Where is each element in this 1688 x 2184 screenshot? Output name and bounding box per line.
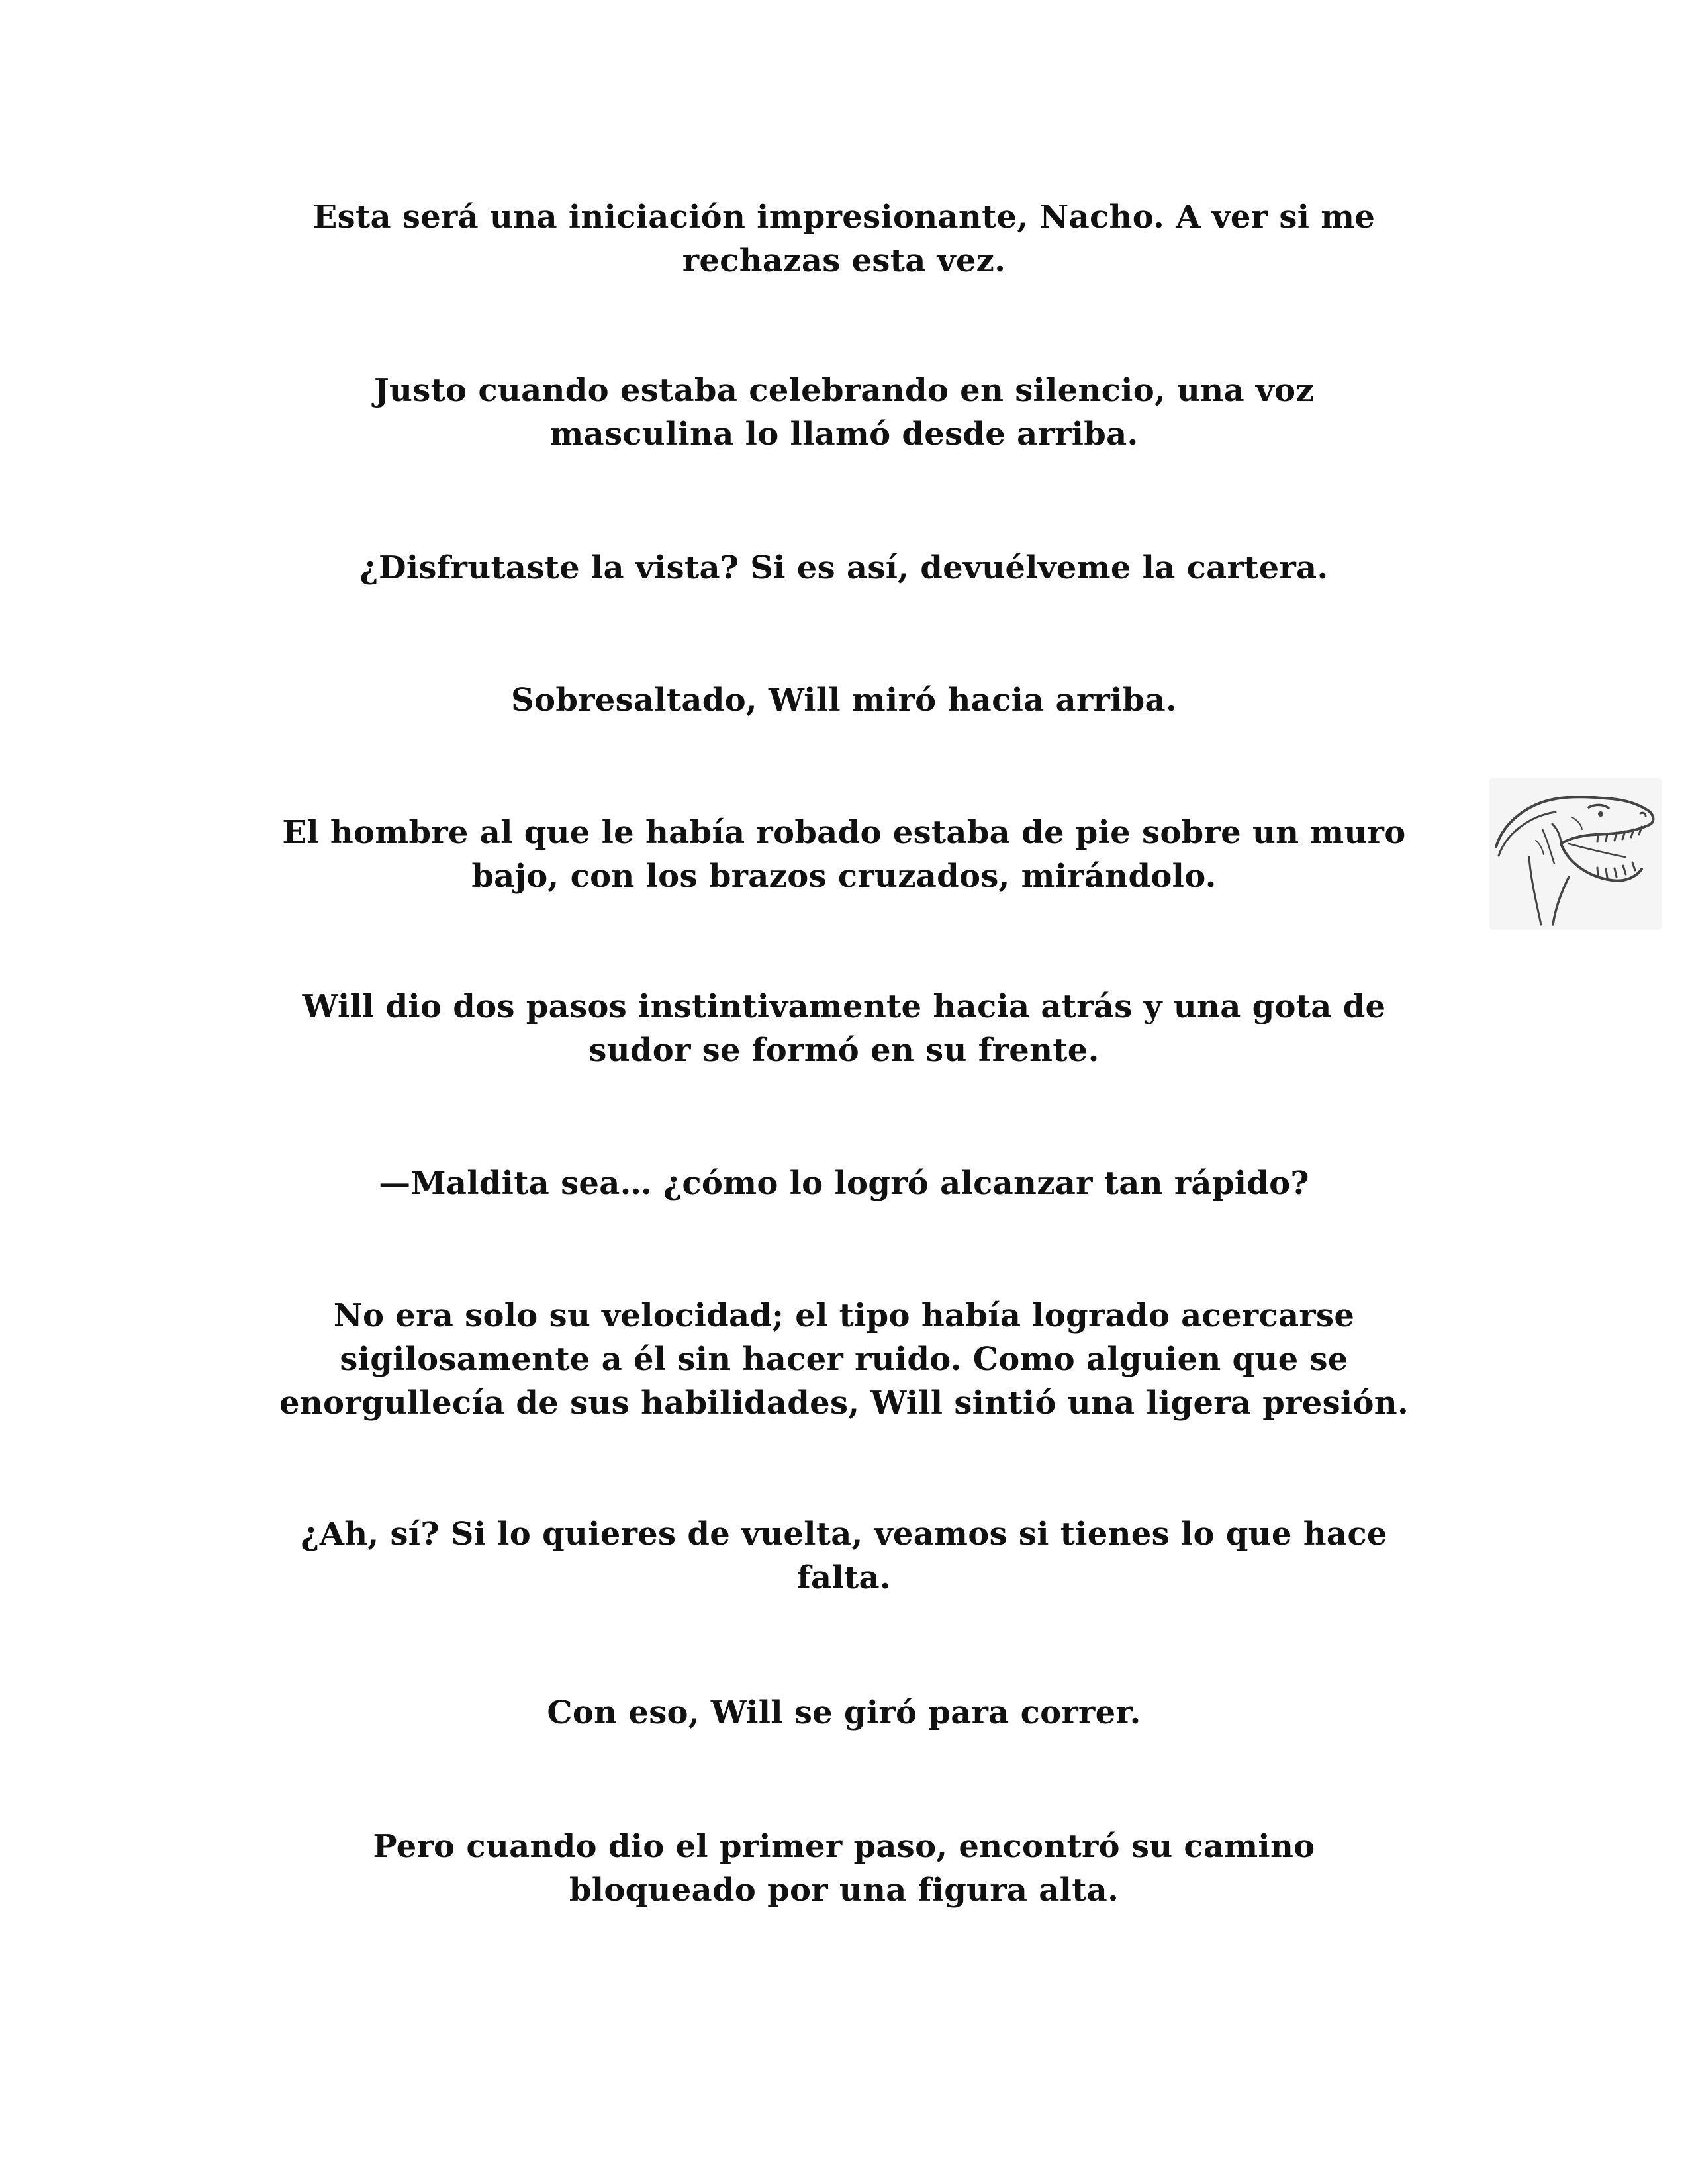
paragraph-3: ¿Disfrutaste la vista? Si es así, devuélveme la cartera. <box>359 549 1329 586</box>
paragraph-1: Esta será una iniciación impresionante, Nacho. A ver si me rechazas esta vez. <box>312 199 1376 279</box>
paragraph-6: Will dio dos pasos instintivamente hacia atrás y una gota de sudor se formó en su frente. <box>302 988 1386 1069</box>
paragraph-9: ¿Ah, sí? Si lo quieres de vuelta, veamos si tienes lo que hace falta. <box>301 1516 1387 1596</box>
paragraph-11: Pero cuando dio el primer paso, encontró su camino bloqueado por una figura alta. <box>373 1828 1315 1909</box>
paragraph-7: —Maldita sea… ¿cómo lo logró alcanzar tan rápido? <box>379 1165 1309 1202</box>
paragraph-5: El hombre al que le había robado estaba de pie sobre un muro bajo, con los brazos cruzados, mirándolo. <box>282 814 1406 895</box>
paragraph-4: Sobresaltado, Will miró hacia arriba. <box>511 682 1177 719</box>
paragraph-10: Con eso, Will se giró para correr. <box>547 1694 1141 1731</box>
paragraph-8: No era solo su velocidad; el tipo había logrado acercarse sigilosamente a él sin hacer ruido. Como alguien que se enorgullecía de sus habilidades, Will sintió una ligera presión. <box>279 1297 1409 1422</box>
dinosaur-head-sketch-icon <box>1489 778 1662 930</box>
paragraph-2: Justo cuando estaba celebrando en silencio, una voz masculina lo llamó desde arriba. <box>374 372 1314 453</box>
